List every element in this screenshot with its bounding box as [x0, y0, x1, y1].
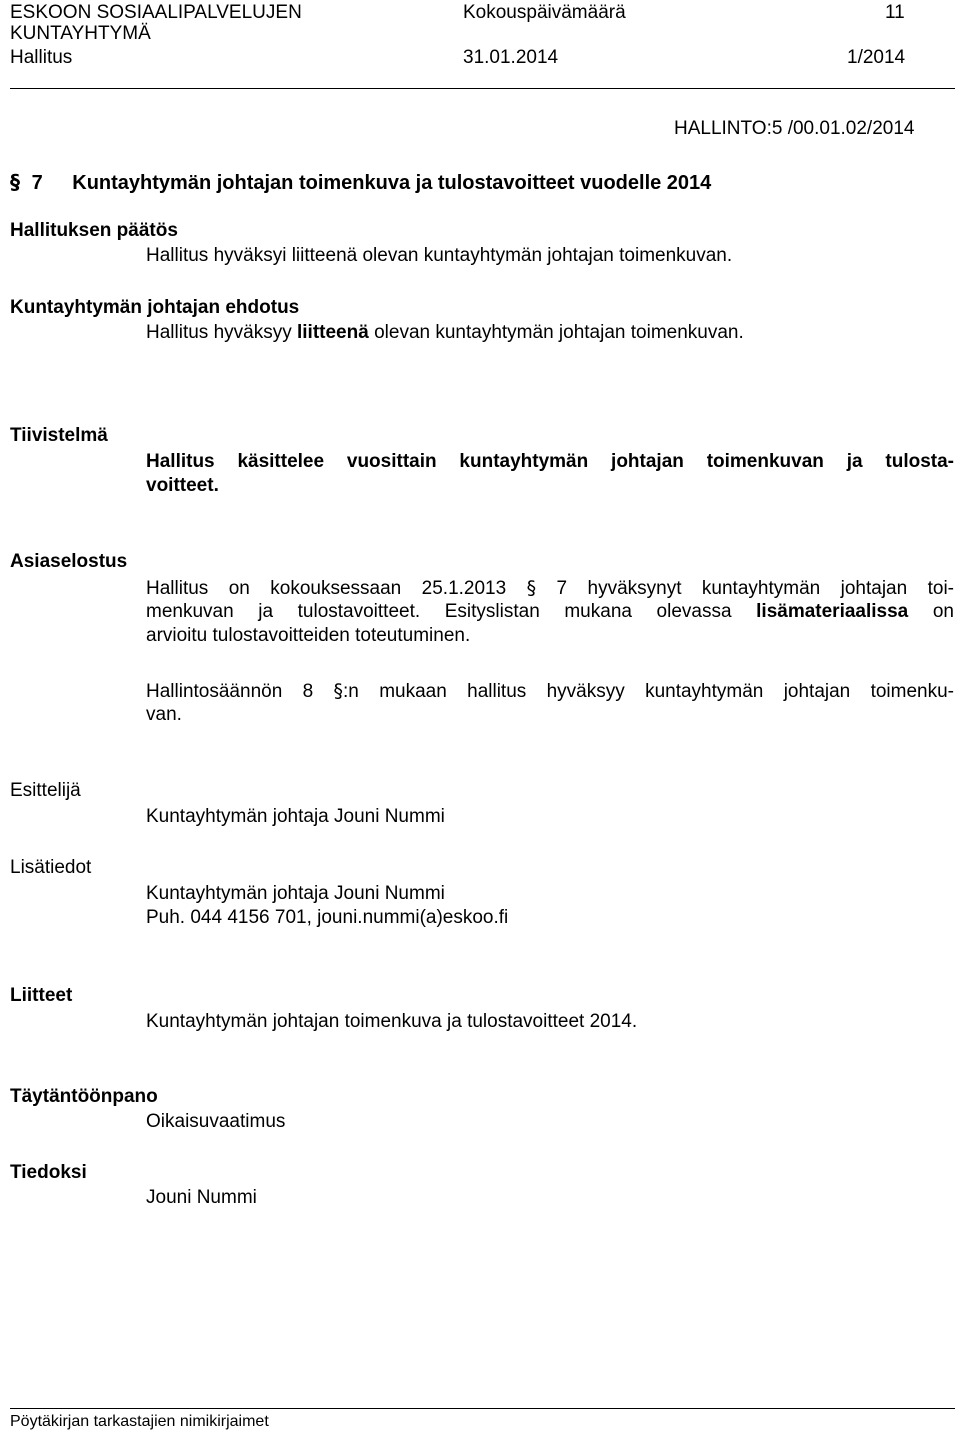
summary-text-line1: Hallitus käsittelee vuosittain kuntayhtymän johtajan toimenkuvan ja tulosta-	[146, 451, 954, 472]
header-divider	[10, 88, 955, 89]
background-p2-line1: Hallintosäännön 8 §:n mukaan hallitus hyväksyy kuntayhtymän johtajan toimenku-	[146, 680, 955, 702]
proposal-text: Hallitus hyväksyy liitteenä olevan kuntayhtymän johtajan toimenkuvan.	[146, 322, 744, 343]
org-name-line1: ESKOON SOSIAALIPALVELUJEN	[10, 2, 302, 23]
notices-value: Jouni Nummi	[146, 1187, 257, 1208]
reference-code: HALLINTO:5 /00.01.02/2014	[674, 118, 915, 139]
meeting-number: 1/2014	[847, 47, 906, 68]
decision-text: Hallitus hyväksyi liitteenä olevan kuntayhtymän johtajan toimenkuvan.	[146, 245, 733, 266]
meeting-date: 31.01.2014	[463, 47, 559, 68]
presenter-label: Esittelijä	[10, 780, 81, 801]
item-title-text: Kuntayhtymän johtajan toimenkuva ja tulostavoitteet vuodelle 2014	[72, 172, 712, 194]
org-name-line2: KUNTAYHTYMÄ	[10, 23, 151, 44]
notices-heading: Tiedoksi	[10, 1162, 87, 1183]
summary-text-line2: voitteet.	[146, 475, 219, 496]
background-heading: Asiaselostus	[10, 551, 128, 572]
summary-heading: Tiivistelmä	[10, 425, 108, 446]
more-info-value: Kuntayhtymän johtaja Jouni Nummi	[146, 883, 445, 904]
background-p1-line3: arvioitu tulostavoitteiden toteutuminen.	[146, 625, 471, 646]
meeting-body: Hallitus	[10, 47, 73, 68]
item-number: 7	[31, 172, 43, 194]
footer-divider	[10, 1408, 955, 1409]
more-info-contact: Puh. 044 4156 701, jouni.nummi(a)eskoo.fi	[146, 907, 509, 928]
implementation-value: Oikaisuvaatimus	[146, 1111, 286, 1132]
footer-text: Pöytäkirjan tarkastajien nimikirjaimet	[10, 1413, 269, 1430]
attachments-value: Kuntayhtymän johtajan toimenkuva ja tulostavoitteet 2014.	[146, 1011, 638, 1032]
presenter-value: Kuntayhtymän johtaja Jouni Nummi	[146, 806, 445, 827]
attachments-heading: Liitteet	[10, 985, 73, 1006]
more-info-label: Lisätiedot	[10, 857, 92, 878]
section-sign: §	[10, 170, 20, 194]
page-number: 11	[885, 2, 905, 23]
proposal-heading: Kuntayhtymän johtajan ehdotus	[10, 297, 300, 318]
implementation-heading: Täytäntöönpano	[10, 1086, 158, 1107]
doc-type-label: Kokouspäivämäärä	[463, 2, 626, 23]
background-p1-line2: menkuvan ja tulostavoitteet. Esityslistan mukana olevassa lisämateriaalissa on	[146, 601, 954, 622]
background-p1-line1: Hallitus on kokouksessaan 25.1.2013 § 7 hyväksynyt kuntayhtymän johtajan toi-	[146, 577, 954, 599]
background-p2-line2: van.	[146, 704, 182, 725]
item-title	[10, 170, 711, 195]
decision-heading: Hallituksen päätös	[10, 220, 178, 241]
